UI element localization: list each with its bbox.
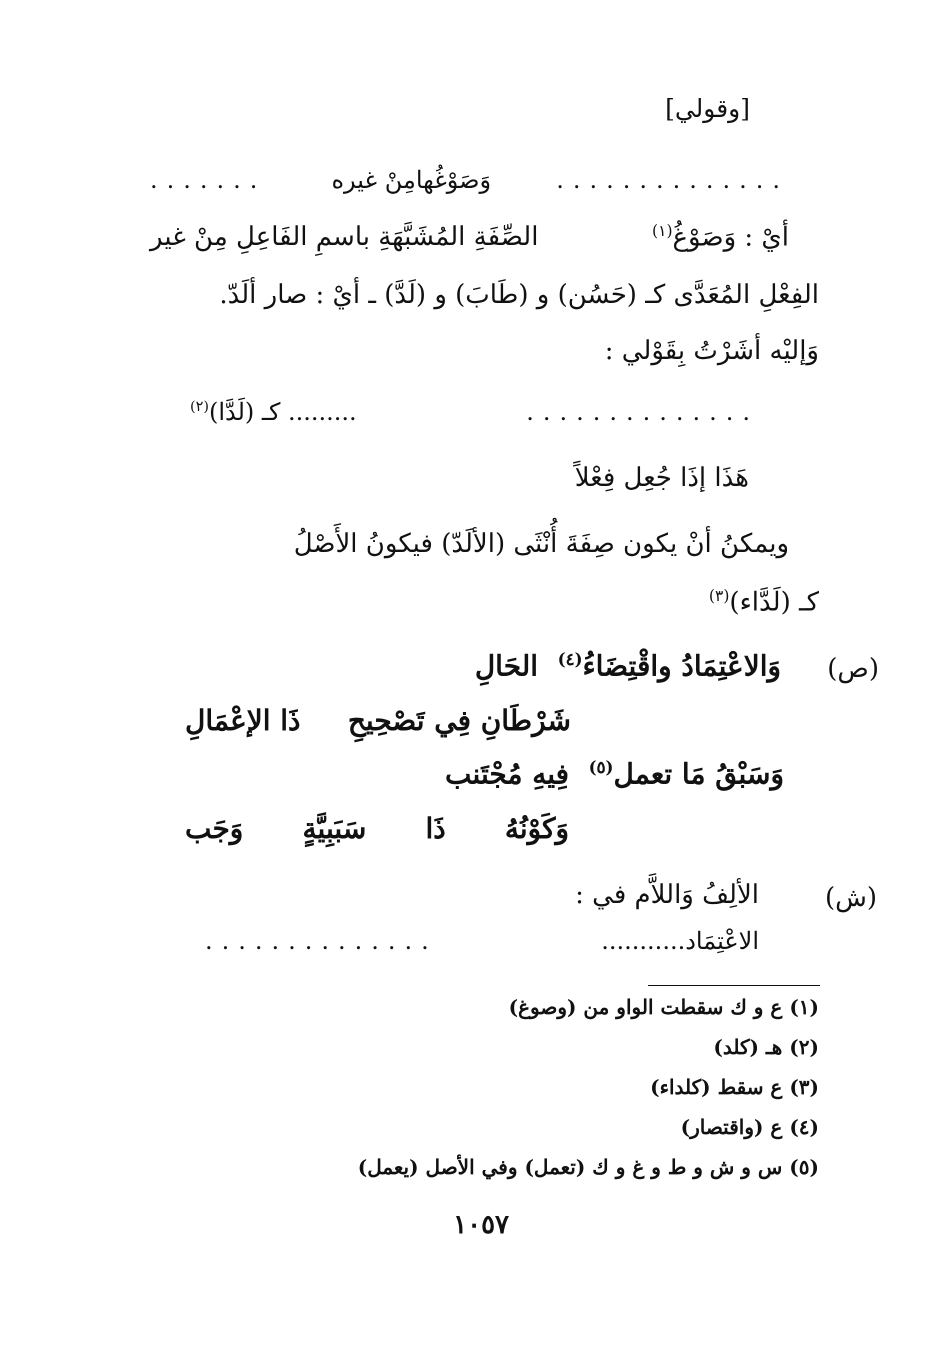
poem-segment: وَالاعْتِمَادُ واقْتِضَاءُ bbox=[582, 649, 781, 683]
footnote-ref: (٣) bbox=[708, 587, 730, 605]
section-label: [وقولي] bbox=[665, 94, 750, 123]
commentary-line-2 bbox=[205, 927, 759, 955]
dots: .............. bbox=[556, 166, 789, 194]
footnote-rule bbox=[648, 985, 820, 986]
footnote-ref: (٥) bbox=[588, 757, 614, 777]
footnote-ref: (١) bbox=[651, 222, 673, 240]
dots: ........... bbox=[601, 927, 686, 955]
paragraph-line-3: وَإليْه أشَرْتُ بِقَوْلي : bbox=[604, 336, 819, 366]
text-segment bbox=[652, 222, 789, 253]
verse-line-1 bbox=[150, 166, 789, 194]
poem-word: وَجَب bbox=[185, 812, 244, 845]
poem-line-2 bbox=[185, 704, 571, 737]
footnote-ref: (٢) bbox=[190, 399, 209, 415]
verse-segment bbox=[190, 398, 357, 426]
paragraph-line-2: الفِعْلِ المُعَدَّى كـ (حَسُن) و (طَابَ) و (لَدَّ) ـ أيْ : صار ألَدّ. bbox=[219, 280, 819, 310]
verse-line-2 bbox=[190, 398, 759, 426]
footnote-ref: (٤) bbox=[557, 649, 583, 669]
verse-text: وَصَوْغُهامِنْ غيره bbox=[331, 166, 492, 194]
poem-segment: وَسَبْقُ مَا تعمل bbox=[613, 757, 784, 791]
footnote-1: (١) ع و ك سقطت الواو من (وصوغ) bbox=[508, 995, 819, 1019]
dots: .............. bbox=[526, 398, 759, 426]
text-segment: كـ (لَدَّاء) bbox=[729, 587, 819, 618]
paragraph-line-6 bbox=[709, 587, 819, 618]
commentary-marker: (ش) bbox=[824, 883, 877, 913]
paragraph-line-4: هَذَا إذَا جُعِل فِعْلاً bbox=[574, 463, 749, 493]
poem-word: ذَا bbox=[425, 812, 446, 845]
dots: ......... bbox=[288, 398, 357, 426]
poem-line-1 bbox=[475, 649, 781, 682]
poem-segment: الحَالِ bbox=[474, 649, 539, 683]
dots: ....... bbox=[150, 166, 267, 194]
paragraph-line-1 bbox=[150, 222, 789, 253]
commentary-line-1: الألِفُ وَاللاَّم في : bbox=[575, 880, 759, 910]
poem-line-4 bbox=[185, 812, 569, 845]
dots: .............. bbox=[205, 927, 438, 955]
footnote-2: (٢) هـ (كلد) bbox=[713, 1035, 819, 1059]
footnote-5: (٥) س و ش و ط و غ و ك (تعمل) وفي الأصل (يعمل) bbox=[357, 1155, 819, 1179]
poem-marker: (ص) bbox=[827, 654, 879, 684]
footnote-4: (٤) ع (واقتصار) bbox=[680, 1115, 819, 1139]
poem-line-3 bbox=[445, 757, 784, 790]
poem-segment: ذَا الإعْمَالِ bbox=[185, 704, 301, 737]
page-number: ١٠٥٧ bbox=[453, 1210, 509, 1240]
text-segment: الصِّفَةِ المُشَبَّهَةِ باسمِ الفَاعِلِ مِنْ غير bbox=[150, 222, 539, 252]
poem-word: وَكَوْنُهُ bbox=[504, 812, 569, 845]
footnote-3: (٣) ع سقط (كلداء) bbox=[650, 1075, 819, 1099]
commentary-word: الاعْتِمَاد bbox=[685, 927, 759, 955]
text-lead: أيْ : وَصَوْغُ bbox=[672, 222, 789, 253]
poem-segment: فِيهِ مُجْتَنب bbox=[445, 757, 570, 791]
verse-text: كـ (لَدَّا) bbox=[208, 398, 281, 426]
poem-word: سَبَبِيَّةٍ bbox=[302, 812, 367, 845]
poem-segment: شَرْطَانِ فِي تَصْحِيحِ bbox=[347, 704, 571, 737]
commentary-segment bbox=[601, 927, 759, 955]
paragraph-line-5: ويمكنُ أنْ يكون صِفَةَ أُنْثَى (الألَدّ) فيكونُ الأَصْلُ bbox=[293, 529, 789, 559]
